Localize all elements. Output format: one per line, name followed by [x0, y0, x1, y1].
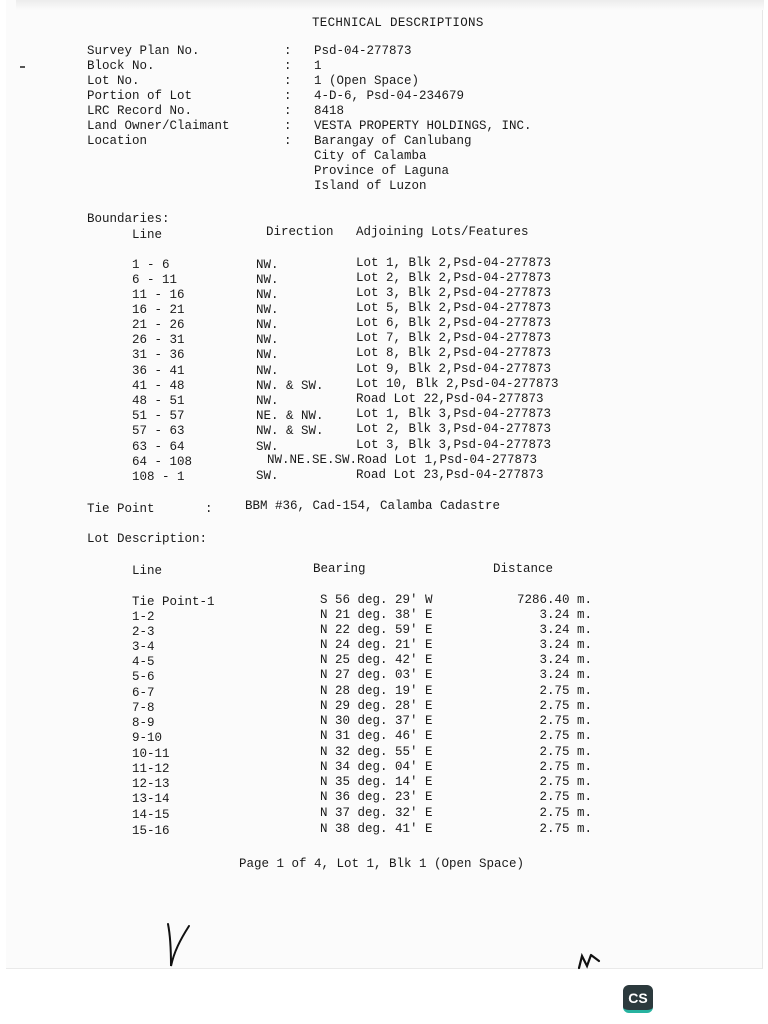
table-cell: NW.	[256, 333, 279, 347]
table-row: 6 - 11	[132, 273, 178, 287]
table-row: 8-9	[132, 716, 155, 730]
table-cell: 3.24 m.	[539, 608, 592, 622]
table-row: 15-16	[132, 824, 170, 838]
table-cell: 3.24 m.	[539, 653, 592, 667]
scanner-app-badge: CS	[623, 985, 653, 1013]
table-cell: 2.75 m.	[539, 714, 592, 728]
table-row: 9-10	[132, 731, 163, 745]
header-colon: :	[284, 119, 292, 133]
table-row: 12-13	[132, 777, 170, 791]
header-label: Location	[87, 134, 148, 148]
table-cell: Lot 3, Blk 2,Psd-04-277873	[356, 286, 552, 300]
table-cell: NW.	[256, 303, 279, 317]
table-row: 1-2	[132, 610, 155, 624]
column-header-distance: Distance	[493, 562, 554, 576]
header-value: Province of Laguna	[314, 164, 450, 178]
column-header-bearing: Bearing	[313, 562, 366, 576]
table-cell: Lot 3, Blk 3,Psd-04-277873	[356, 438, 552, 452]
table-cell: N 37 deg. 32' E	[320, 806, 433, 820]
column-header-line: Line	[132, 228, 163, 242]
table-cell: N 32 deg. 55' E	[320, 745, 433, 759]
table-row: 1 - 6	[132, 258, 170, 272]
table-row: 10-11	[132, 747, 170, 761]
table-row: 51 - 57	[132, 409, 185, 423]
table-row: 5-6	[132, 670, 155, 684]
table-cell: Lot 2, Blk 2,Psd-04-277873	[356, 271, 552, 285]
table-cell: Lot 1, Blk 3,Psd-04-277873	[356, 407, 552, 421]
table-cell: N 27 deg. 03' E	[320, 668, 433, 682]
column-header-line: Line	[132, 564, 163, 578]
header-value: 8418	[314, 104, 345, 118]
table-cell: 2.75 m.	[539, 684, 592, 698]
table-cell: 2.75 m.	[539, 822, 592, 836]
header-value: 4-D-6, Psd-04-234679	[314, 89, 465, 103]
table-row: 64 - 108	[132, 455, 193, 469]
boundaries-heading: Boundaries:	[87, 212, 170, 226]
tie-point-colon: :	[205, 502, 213, 516]
header-label: Lot No.	[87, 74, 140, 88]
table-cell: SW.	[256, 440, 279, 454]
table-row: 11-12	[132, 762, 170, 776]
table-cell: Lot 1, Blk 2,Psd-04-277873	[356, 256, 552, 270]
table-cell: NW.	[256, 348, 279, 362]
table-row: 63 - 64	[132, 440, 185, 454]
header-label: Land Owner/Claimant	[87, 119, 230, 133]
column-header-direction: Direction	[266, 225, 334, 239]
table-cell: N 24 deg. 21' E	[320, 638, 433, 652]
table-cell: N 30 deg. 37' E	[320, 714, 433, 728]
table-cell: 2.75 m.	[539, 760, 592, 774]
header-colon: :	[284, 59, 292, 73]
table-cell: NW.	[256, 258, 279, 272]
table-row: 108 - 1	[132, 470, 185, 484]
header-colon: :	[284, 74, 292, 88]
header-value: 1 (Open Space)	[314, 74, 420, 88]
table-cell: S 56 deg. 29' W	[320, 593, 433, 607]
table-cell: N 38 deg. 41' E	[320, 822, 433, 836]
table-row: 41 - 48	[132, 379, 185, 393]
table-cell: NW.	[256, 318, 279, 332]
table-row: 6-7	[132, 686, 155, 700]
table-cell: 2.75 m.	[539, 775, 592, 789]
header-value: City of Calamba	[314, 149, 427, 163]
table-cell: 3.24 m.	[539, 638, 592, 652]
table-cell: NW.	[256, 364, 279, 378]
table-cell: 2.75 m.	[539, 729, 592, 743]
initial-mark	[576, 952, 602, 970]
header-value: 1	[314, 59, 322, 73]
signature-mark	[158, 920, 198, 972]
table-cell: 3.24 m.	[539, 668, 592, 682]
page-footer: Page 1 of 4, Lot 1, Blk 1 (Open Space)	[239, 857, 525, 871]
table-cell: Lot 2, Blk 3,Psd-04-277873	[356, 422, 552, 436]
table-row: 14-15	[132, 808, 170, 822]
table-cell: NW.	[256, 288, 279, 302]
table-cell: N 21 deg. 38' E	[320, 608, 433, 622]
table-cell: N 34 deg. 04' E	[320, 760, 433, 774]
header-label: LRC Record No.	[87, 104, 193, 118]
table-row: 31 - 36	[132, 348, 185, 362]
table-cell: NW.	[256, 273, 279, 287]
table-cell: N 28 deg. 19' E	[320, 684, 433, 698]
header-label: Survey Plan No.	[87, 44, 200, 58]
header-value: Barangay of Canlubang	[314, 134, 472, 148]
table-row: 48 - 51	[132, 394, 185, 408]
table-cell: N 29 deg. 28' E	[320, 699, 433, 713]
table-row: 11 - 16	[132, 288, 185, 302]
column-header-adjoining: Adjoining Lots/Features	[356, 225, 529, 239]
scan-mark	[20, 66, 25, 68]
table-cell: NW. & SW.	[256, 424, 324, 438]
table-cell: 2.75 m.	[539, 745, 592, 759]
table-cell: Lot 10, Blk 2,Psd-04-277873	[356, 377, 559, 391]
table-row: Tie Point-1	[132, 595, 215, 609]
table-row: 21 - 26	[132, 318, 185, 332]
page-fold-shadow	[16, 0, 764, 10]
table-cell: Lot 9, Blk 2,Psd-04-277873	[356, 362, 552, 376]
tie-point-value: BBM #36, Cad-154, Calamba Cadastre	[245, 499, 501, 513]
table-row: 4-5	[132, 655, 155, 669]
table-row: 26 - 31	[132, 333, 185, 347]
header-value: Island of Luzon	[314, 179, 427, 193]
table-row: 36 - 41	[132, 364, 185, 378]
table-cell: NW.NE.SE.SW.Road Lot 1,Psd-04-277873	[267, 453, 538, 467]
header-colon: :	[284, 44, 292, 58]
table-cell: 2.75 m.	[539, 806, 592, 820]
document-title: TECHNICAL DESCRIPTIONS	[312, 16, 484, 30]
table-cell: 2.75 m.	[539, 699, 592, 713]
tie-point-label: Tie Point	[87, 502, 155, 516]
header-value: Psd-04-277873	[314, 44, 412, 58]
table-cell: N 25 deg. 42' E	[320, 653, 433, 667]
table-cell: NW.	[256, 394, 279, 408]
lot-description-heading: Lot Description:	[87, 532, 208, 546]
header-colon: :	[284, 89, 292, 103]
table-cell: N 35 deg. 14' E	[320, 775, 433, 789]
table-cell: 3.24 m.	[539, 623, 592, 637]
table-cell: N 22 deg. 59' E	[320, 623, 433, 637]
table-cell: Lot 5, Blk 2,Psd-04-277873	[356, 301, 552, 315]
table-cell: Lot 7, Blk 2,Psd-04-277873	[356, 331, 552, 345]
header-colon: :	[284, 104, 292, 118]
header-label: Block No.	[87, 59, 155, 73]
table-cell: Road Lot 22,Psd-04-277873	[356, 392, 544, 406]
table-row: 57 - 63	[132, 424, 185, 438]
table-row: 13-14	[132, 792, 170, 806]
table-cell: Road Lot 23,Psd-04-277873	[356, 468, 544, 482]
table-row: 16 - 21	[132, 303, 185, 317]
table-cell: SW.	[256, 469, 279, 483]
table-row: 7-8	[132, 701, 155, 715]
table-cell: Lot 6, Blk 2,Psd-04-277873	[356, 316, 552, 330]
table-cell: N 31 deg. 46' E	[320, 729, 433, 743]
header-colon: :	[284, 134, 292, 148]
header-value: VESTA PROPERTY HOLDINGS, INC.	[314, 119, 532, 133]
table-cell: 2.75 m.	[539, 790, 592, 804]
header-label: Portion of Lot	[87, 89, 193, 103]
table-cell: 7286.40 m.	[516, 593, 592, 607]
table-cell: Lot 8, Blk 2,Psd-04-277873	[356, 346, 552, 360]
table-cell: N 36 deg. 23' E	[320, 790, 433, 804]
table-cell: NE. & NW.	[256, 409, 324, 423]
table-row: 2-3	[132, 625, 155, 639]
table-row: 3-4	[132, 640, 155, 654]
table-cell: NW. & SW.	[256, 379, 324, 393]
